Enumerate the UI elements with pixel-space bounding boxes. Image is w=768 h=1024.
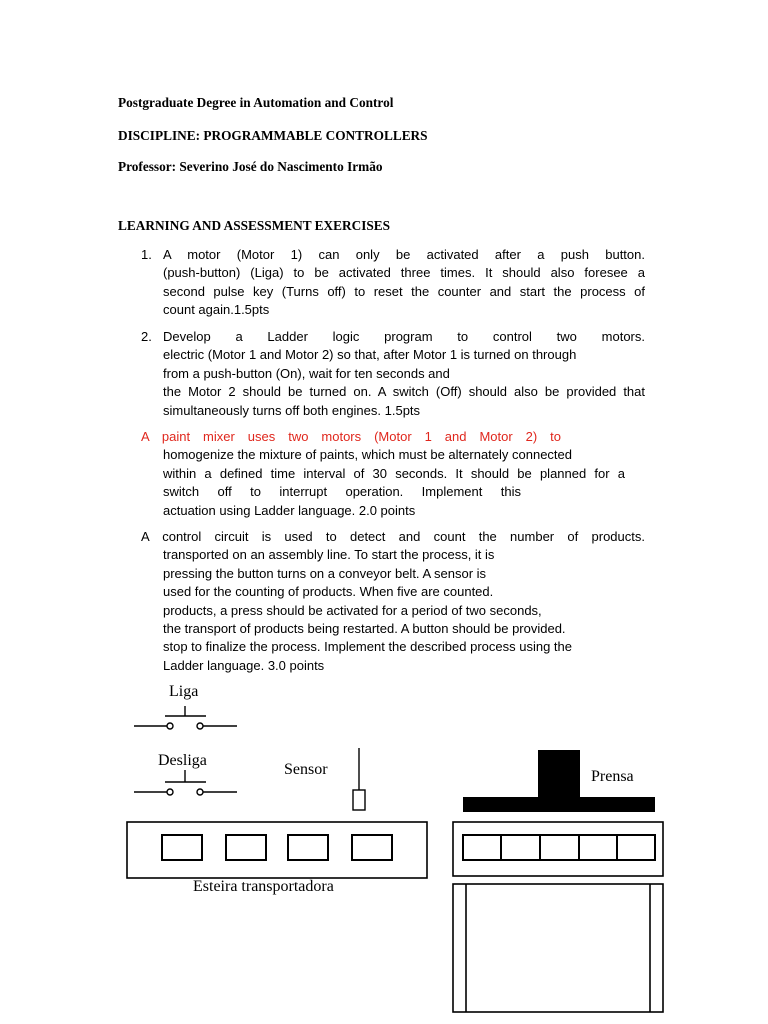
- exercise-line: pressing the button turns on a conveyor belt. A sensor is: [163, 565, 487, 581]
- exercise-number: 2.: [141, 329, 152, 344]
- prensa-label: Prensa: [591, 768, 634, 785]
- exercise-line: count again.1.5pts: [163, 302, 270, 318]
- exercise-line: A control circuit is used to detect and count the number of products.: [141, 529, 645, 544]
- section-heading: LEARNING AND ASSESSMENT EXERCISES: [118, 218, 391, 233]
- exercise-line: from a push-button (On), wait for ten seconds and: [163, 365, 450, 381]
- exercise-2: [141, 328, 645, 420]
- exercise-line: actuation using Ladder language. 2.0 points: [163, 502, 416, 518]
- exercise-line: within a defined time interval of 30 seconds. It should be planned for a: [163, 465, 625, 481]
- exercise-line: used for the counting of products. When five are counted.: [163, 584, 494, 600]
- collection-box: [453, 884, 663, 1012]
- conveyor-belt: [127, 822, 427, 878]
- exercise-line: second pulse key (Turns off) to reset the counter and start the process of: [163, 283, 645, 299]
- exercise-line: homogenize the mixture of paints, which must be alternately connected: [163, 447, 573, 463]
- exercise-line: the Motor 2 should be turned on. A switch (Off) should also be provided that: [163, 384, 645, 400]
- discipline-heading: DISCIPLINE: PROGRAMMABLE CONTROLLERS: [118, 128, 428, 143]
- exercise-line: transported on an assembly line. To start the process, it is: [163, 547, 495, 563]
- diagram-svg: [120, 672, 680, 1017]
- exercise-line: switch off to interrupt operation. Implement this: [163, 484, 521, 500]
- press-conveyor: [453, 822, 663, 876]
- exercise-line: (push-button) (Liga) to be activated three times. It should also foresee a: [163, 265, 645, 281]
- desliga-label: Desliga: [158, 752, 207, 769]
- exercise-1: [141, 246, 645, 320]
- exercise-line-highlighted: A paint mixer uses two motors (Motor 1 and Motor 2) to: [141, 429, 561, 444]
- exercise-line: simultaneously turns off both engines. 1.5pts: [163, 402, 421, 418]
- sensor-symbol: [353, 748, 365, 810]
- exercise-3: [141, 428, 645, 520]
- exercise-line: stop to finalize the process. Implement the described process using the: [163, 639, 572, 655]
- exercise-line: A motor (Motor 1) can only be activated after a push button.: [163, 247, 645, 262]
- exercise-line: Develop a Ladder logic program to control two motors.: [163, 329, 645, 344]
- process-diagram: [120, 672, 680, 1022]
- document-title: Postgraduate Degree in Automation and Control: [118, 95, 394, 110]
- liga-label: Liga: [169, 683, 199, 700]
- sensor-label: Sensor: [284, 761, 328, 778]
- liga-button-symbol: [134, 706, 237, 729]
- exercise-number: 1.: [141, 247, 152, 262]
- exercise-line: the transport of products being restarted. A button should be provided.: [163, 621, 566, 637]
- professor-line: Professor: Severino José do Nascimento Irmão: [118, 159, 383, 174]
- exercise-4: [141, 528, 645, 675]
- esteira-label: Esteira transportadora: [193, 878, 334, 895]
- exercise-line: electric (Motor 1 and Motor 2) so that, after Motor 1 is turned on through: [163, 347, 577, 363]
- desliga-button-symbol: [134, 770, 237, 795]
- exercise-line: products, a press should be activated for a period of two seconds,: [163, 602, 542, 618]
- exercise-line: Ladder language. 3.0 points: [163, 657, 325, 673]
